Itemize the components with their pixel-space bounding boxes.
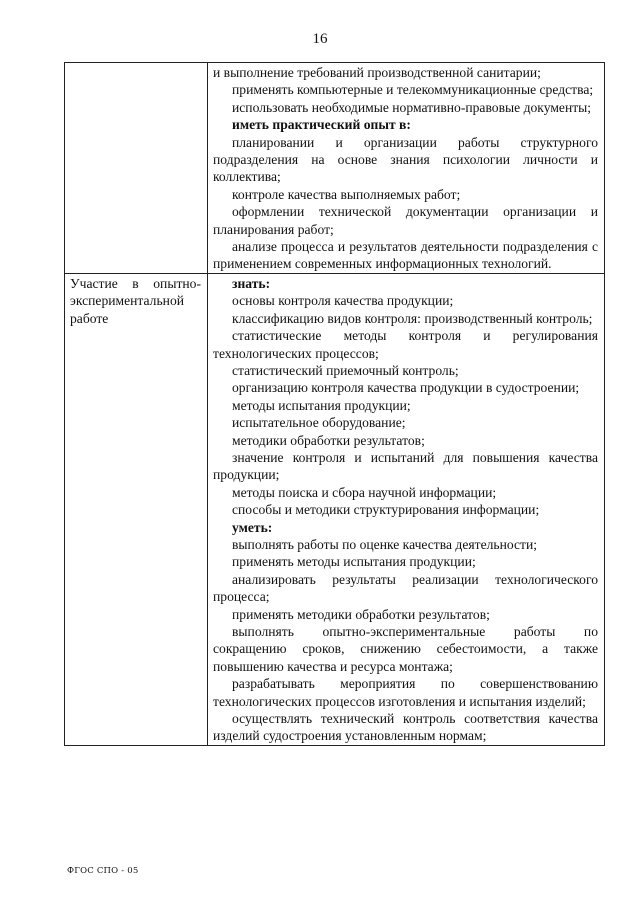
table-row [65, 63, 605, 274]
table-cell-empty [65, 63, 208, 274]
list-item: выполнять опытно-экспериментальные работы по сокращению сроков, снижению себестоимости, а также повышению качества и ресурса монтажа; [213, 624, 598, 674]
list-item: оформлении технической документации организации и планирования работ; [213, 204, 598, 237]
list-item: применять методы испытания продукции; [232, 554, 476, 570]
list-item: использовать необходимые нормативно-правовые документы; [232, 99, 592, 115]
page-number: 16 [312, 31, 328, 47]
section-heading-know: знать: [232, 275, 271, 291]
competency-table [64, 62, 605, 746]
list-item: методики обработки результатов; [232, 432, 425, 448]
section-heading-can: уметь: [232, 519, 273, 535]
table-cell-content [208, 63, 605, 274]
table-cell-activity [65, 273, 208, 745]
list-item: статистический приемочный контроль; [232, 362, 459, 378]
list-item: классификацию видов контроля: производственный контроль; [232, 310, 593, 326]
list-item: осуществлять технический контроль соответствия качества изделий судостроения установленным нормам; [213, 711, 598, 744]
list-item: применять методики обработки результатов; [232, 606, 490, 622]
list-item: разрабатывать мероприятия по совершенствованию технологических процессов изготовления и испытания изделий; [213, 676, 598, 709]
footer-code: ФГОС СПО - 05 [67, 866, 139, 876]
list-item: применять компьютерные и телекоммуникационные средства; [232, 82, 594, 98]
list-item: испытательное оборудование; [232, 415, 406, 431]
list-item: планировании и организации работы структурного подразделения на основе знания психологии личности и коллектива; [213, 134, 598, 185]
table-cell-content [208, 273, 605, 745]
text-line: и выполнение требований производственной санитарии; [213, 65, 541, 80]
list-item: способы и методики структурирования информации; [232, 502, 540, 518]
list-item: анализировать результаты реализации технологического процесса; [213, 571, 598, 605]
list-item: методы испытания продукции; [232, 397, 411, 413]
list-item: выполнять работы по оценке качества деятельности; [232, 536, 538, 552]
section-heading: иметь практический опыт в: [232, 117, 411, 133]
table-row [65, 273, 605, 745]
list-item: анализе процесса и результатов деятельности подразделения с применением современных информационных технологий. [213, 239, 598, 272]
list-item: методы поиска и сбора научной информации; [232, 484, 497, 500]
activity-label: Участие в опытно-экспериментальной работе [70, 275, 201, 326]
list-item: статистические методы контроля и регулирования технологических процессов; [213, 328, 598, 361]
list-item: значение контроля и испытаний для повышения качества продукции; [213, 449, 598, 483]
list-item: основы контроля качества продукции; [232, 293, 454, 309]
list-item: контроле качества выполняемых работ; [232, 186, 461, 202]
list-item: организацию контроля качества продукции в судостроении; [232, 380, 580, 396]
